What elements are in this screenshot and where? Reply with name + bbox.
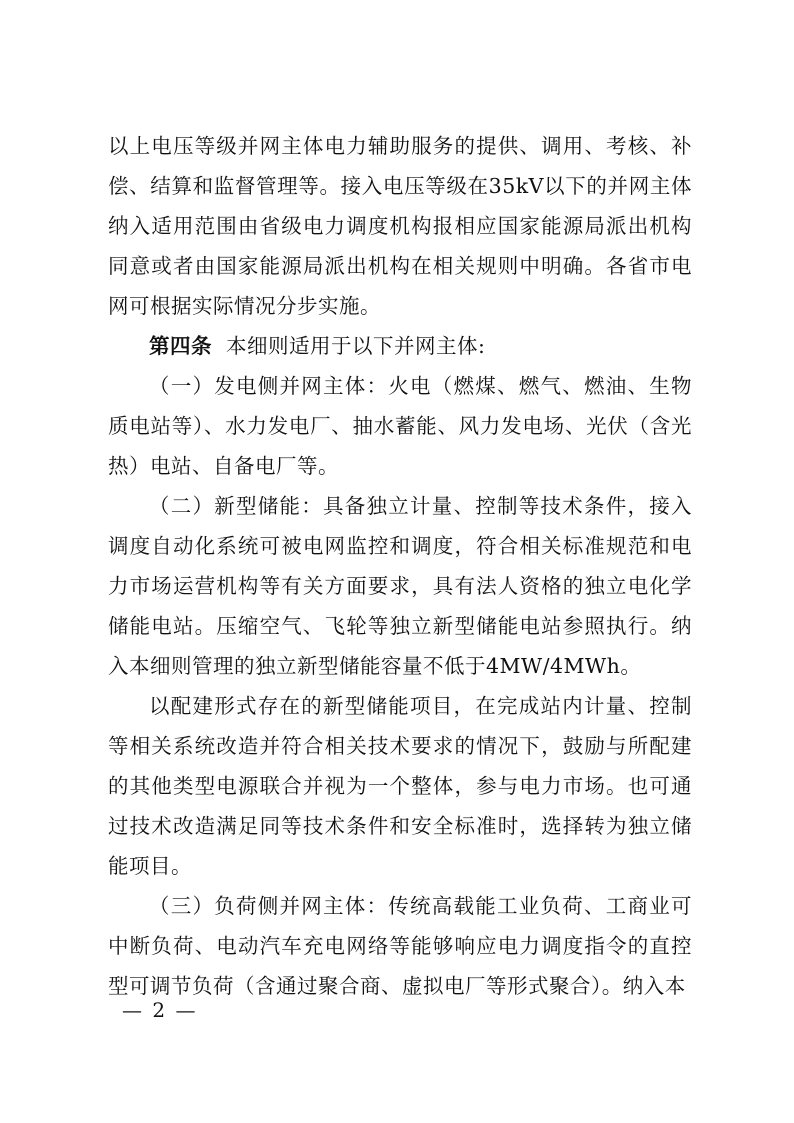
article-heading: 第四条 (149, 334, 212, 358)
document-body (108, 126, 692, 1006)
paragraph-text: （三）负荷侧并网主体：传统高载能工业负荷、工商业可中断负荷、电动汽车充电网络等能够响应电力调度指令的直控型可调节负荷（含通过聚合商、虚拟电厂等形式聚合）。纳入本 (108, 894, 692, 998)
paragraph-scope-continued (108, 126, 692, 326)
paragraph-item-generation (108, 366, 692, 486)
paragraph-article-4 (108, 326, 692, 366)
paragraph-item-load (108, 886, 692, 1006)
paragraph-text: （二）新型储能：具备独立计量、控制等技术条件，接入调度自动化系统可被电网监控和调度，符合相关标准规范和电力市场运营机构等有关方面要求，具有法人资格的独立电化学储能电站。压缩空气、飞轮等独立新型储能电站参照执行。纳入本细则管理的独立新型储能容量不低于4MW/4MWh。 (108, 494, 692, 678)
paragraph-item-storage (108, 486, 692, 686)
page-number: — 2 — (122, 998, 198, 1022)
paragraph-co-located-storage (108, 686, 692, 886)
paragraph-text: 以上电压等级并网主体电力辅助服务的提供、调用、考核、补偿、结算和监督管理等。接入电压等级在35kV以下的并网主体纳入适用范围由省级电力调度机构报相应国家能源局派出机构同意或者由国家能源局派出机构在相关规则中明确。各省市电网可根据实际情况分步实施。 (108, 134, 692, 318)
paragraph-text: （一）发电侧并网主体：火电（燃煤、燃气、燃油、生物质电站等）、水力发电厂、抽水蓄能、风力发电场、光伏（含光热）电站、自备电厂等。 (108, 374, 692, 478)
paragraph-text: 以配建形式存在的新型储能项目，在完成站内计量、控制等相关系统改造并符合相关技术要求的情况下，鼓励与所配建的其他类型电源联合并视为一个整体，参与电力市场。也可通过技术改造满足同等技术条件和安全标准时，选择转为独立储能项目。 (108, 694, 692, 878)
paragraph-text: 本细则适用于以下并网主体: (226, 334, 486, 358)
